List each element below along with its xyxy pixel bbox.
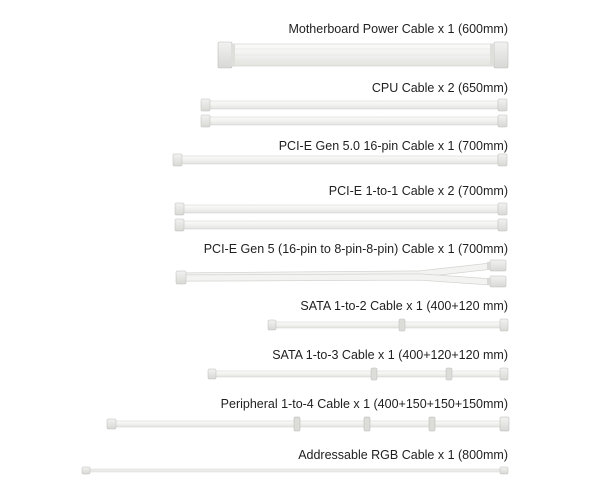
pcie-1-to-1-cable-image [175, 203, 507, 231]
cable-label-pcie-1-to-1: PCI-E 1-to-1 Cable x 2 (700mm) [328, 184, 508, 198]
argb-cable-image [82, 467, 508, 474]
cable-label-peripheral-1-to-4: Peripheral 1-to-4 Cable x 1 (400+150+150+150mm) [220, 397, 508, 411]
cpu-cable-image [201, 99, 507, 127]
cable-label-sata-1-to-3: SATA 1-to-3 Cable x 1 (400+120+120 mm) [272, 348, 508, 362]
cable-label-cpu: CPU Cable x 2 (650mm) [371, 81, 508, 95]
motherboard-power-cable-image [218, 42, 508, 68]
cable-label-pcie-gen5-16pin: PCI-E Gen 5.0 16-pin Cable x 1 (700mm) [278, 139, 508, 153]
cable-label-argb: Addressable RGB Cable x 1 (800mm) [298, 448, 508, 462]
sata-1-to-2-cable-image [268, 319, 508, 331]
cable-label-pcie-gen5-split: PCI-E Gen 5 (16-pin to 8-pin-8-pin) Cable x 1 (700mm) [203, 242, 508, 256]
pcie-gen5-split-cable-image [176, 260, 506, 287]
cable-label-motherboard-power: Motherboard Power Cable x 1 (600mm) [288, 22, 508, 36]
peripheral-1-to-4-cable-image [107, 417, 509, 431]
cable-label-sata-1-to-2: SATA 1-to-2 Cable x 1 (400+120 mm) [300, 299, 508, 313]
sata-1-to-3-cable-image [208, 368, 508, 380]
pcie-gen5-16pin-cable-image [173, 154, 507, 166]
